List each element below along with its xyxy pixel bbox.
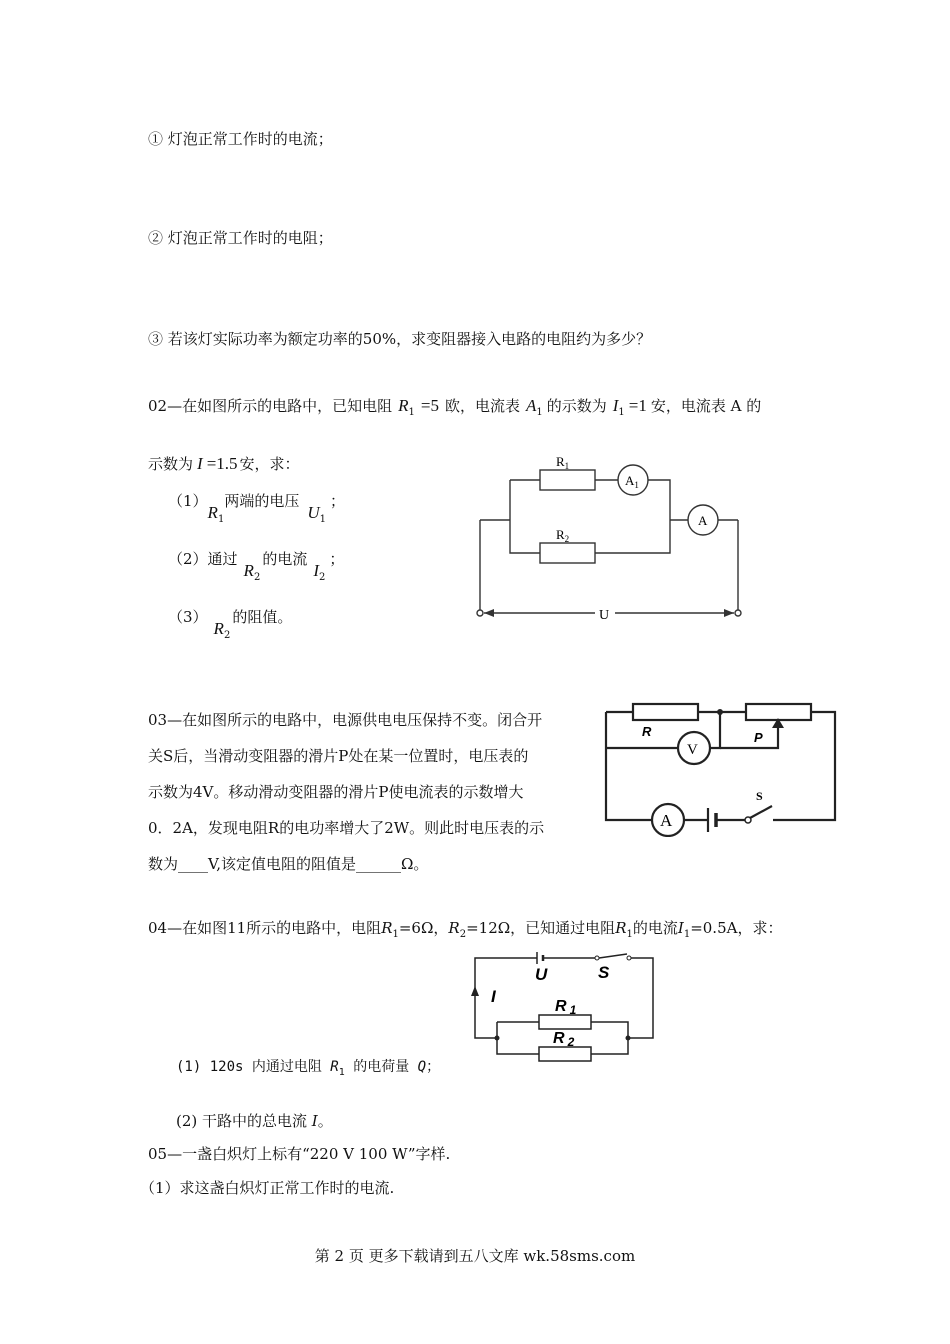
p02-sub3: $(3)R_2$的阻值。 xyxy=(168,608,293,641)
label-u: U xyxy=(535,965,548,984)
p04-sub1: (1) 120s 内通过电阻 $R_1$ 的电荷量 Q； xyxy=(176,1059,441,1078)
q2-resistance: ② 灯泡正常工作时的电阻； xyxy=(148,229,333,247)
label-u: U xyxy=(599,608,610,623)
p02-line2: 示数为 I =1.5 安，求： xyxy=(148,454,300,473)
rheostat xyxy=(746,704,811,720)
label-a1: $A_1$ xyxy=(625,473,639,490)
p02-sub2: （2）通过$R_2$的电流$I_2$； xyxy=(168,550,345,583)
label-v: V xyxy=(687,742,698,758)
p04-line1: 04—在如图11所示的电路中，电阻$R_1=6\Omega$，$R_2=12\Omega$，已知通过电阻$R_1$的电流$I_1=0.5A$，求： xyxy=(148,919,783,940)
switch-s xyxy=(599,954,627,958)
p02-sub1: $(1)R_1$两端的电压$U_1$； xyxy=(168,492,345,525)
switch-s xyxy=(750,806,772,818)
circuit-diagram-04 xyxy=(465,950,665,1070)
label-r: R xyxy=(642,724,652,739)
label-p: P xyxy=(754,730,763,745)
label-r2: R 2 xyxy=(553,1030,575,1049)
resistor-r1 xyxy=(539,1015,591,1029)
label-r1: R 1 xyxy=(555,998,577,1017)
resistor-r xyxy=(633,704,698,720)
resistor-r1 xyxy=(540,470,595,490)
resistor-r2 xyxy=(540,543,595,563)
label-s: S xyxy=(756,789,763,803)
circuit-diagram-03 xyxy=(598,692,843,837)
label-i: I xyxy=(491,987,496,1006)
label-r1: $R_1$ xyxy=(556,455,570,471)
q3-rheostat: ③ 若该灯实际功率为额定功率的50%，求变阻器接入电路的电阻约为多少？ xyxy=(148,330,652,348)
label-s: S xyxy=(598,963,610,982)
p04-sub2: (2) 干路中的总电流 I。 xyxy=(176,1112,333,1130)
p05-line2: （1）求这盏白炽灯正常工作时的电流. xyxy=(140,1179,395,1197)
label-r2: $R_2$ xyxy=(556,527,570,544)
q1-current: ① 灯泡正常工作时的电流； xyxy=(148,130,333,148)
label-a: A xyxy=(698,513,708,528)
circuit-diagram-02 xyxy=(470,455,755,630)
resistor-r2 xyxy=(539,1047,591,1061)
p03-text: 03—在如图所示的电路中，电源供电电压保持不变。闭合开 关S后，当滑动变阻器的滑片P处在某一位置时，电压表的 示数为4V。移动滑动变阻器的滑片P使电流表的示数增大 0．2A，发现电阻R的电功率增大了2W。则此时电压表的示 数为____V,该定值电阻的阻值是______Ω。 xyxy=(148,711,545,873)
p02-line1: 02—在如图所示的电路中，已知电阻 $R_1 =5$ 欧，电流表 $A_1$ 的示数为 $I_1 =1$ 安，电流表 A 的 xyxy=(148,396,762,418)
label-a: A xyxy=(660,811,673,830)
page-footer: 第 2 页 更多下载请到五八文库 wk.58sms.com xyxy=(314,1247,636,1265)
p05-line1: 05—一盏白炽灯上标有“220 V 100 W”字样. xyxy=(148,1145,451,1163)
